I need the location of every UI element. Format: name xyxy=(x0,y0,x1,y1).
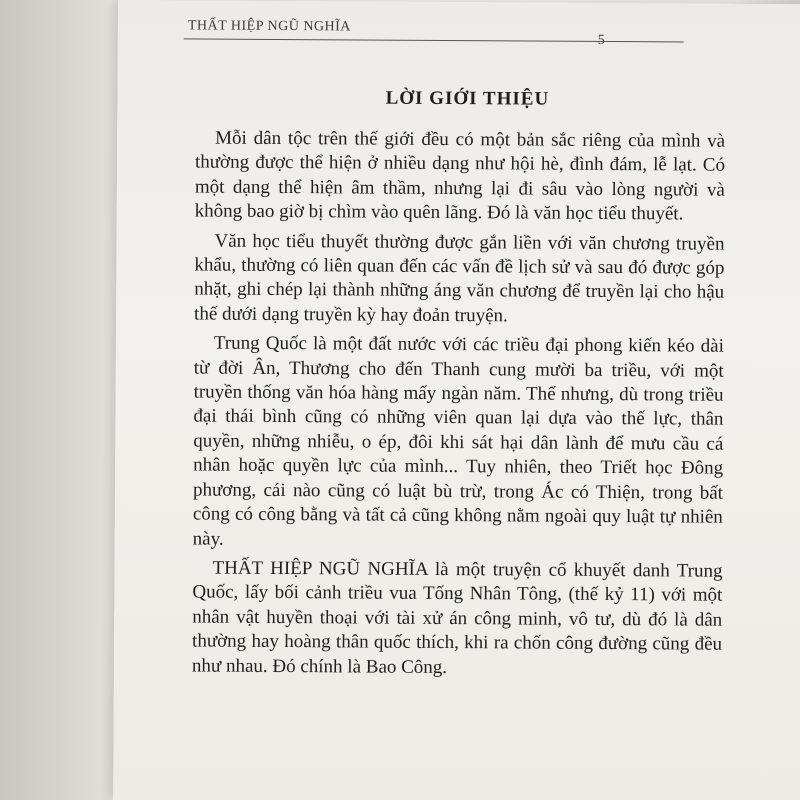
body-text xyxy=(192,126,725,686)
book-page xyxy=(113,0,800,800)
paragraph: Mỗi dân tộc trên thế giới đều có một bản sắc riêng của mình và thường được thể hiện ở nhiều dạng như hội hè, đình đám, lễ lạt. Có một dạng thể hiện âm thầm, nhưng lại đi sâu vào lòng người và không bao giờ bị chìm vào quên lãng. Đó là văn học tiểu thuyết. xyxy=(194,127,726,225)
header-rule xyxy=(184,38,684,42)
running-head: THẤT HIỆP NGŨ NGHĨA xyxy=(187,18,351,35)
page-number: 5 xyxy=(597,32,605,48)
chapter-title: LỜI GIỚI THIỆU xyxy=(385,87,550,110)
paragraph: Văn học tiểu thuyết thường được gắn liền với văn chương truyền khẩu, thường có liên quan đến các vấn đề lịch sử và sau đó được góp nhặt, ghi chép lại thành những áng văn chương để truyền lại cho hậu thế dưới dạng truyền kỳ hay đoản truyện. xyxy=(194,230,725,327)
paragraph: Trung Quốc là một đất nước với các triều đại phong kiến kéo dài từ đời Ân, Thương cho đến Thanh cung mười ba triều, với một truyền thống văn hóa hàng mấy ngàn năm. Thế nhưng, dù trong triều đại thái bình cũng có những viên quan lại dựa vào thế lực, thân quyền, những nhiễu, o ép, đôi khi sát hại dân lành để mưu cầu cá nhân hoặc quyền lực của mình... Tuy nhiên, theo Triết học Đông phương, cái nào cũng có luật bù trừ, trong Ác có Thiện, trong bất công có công bằng và tất cả cũng không nằm ngoài quy luật tự nhiên này. xyxy=(192,332,724,550)
paragraph: THẤT HIỆP NGŨ NGHĨA là một truyện cổ khuyết danh Trung Quốc, lấy bối cảnh triều vua Tống Nhân Tông, (thế kỷ 11) với một nhân vật huyền thoại với tài xử án công minh, vô tư, dù đó là dân thường hay hoàng thân quốc thích, khi ra chốn công đường cũng đều như nhau. Đó chính là Bao Công. xyxy=(191,557,723,678)
facing-page-edge xyxy=(0,0,118,800)
